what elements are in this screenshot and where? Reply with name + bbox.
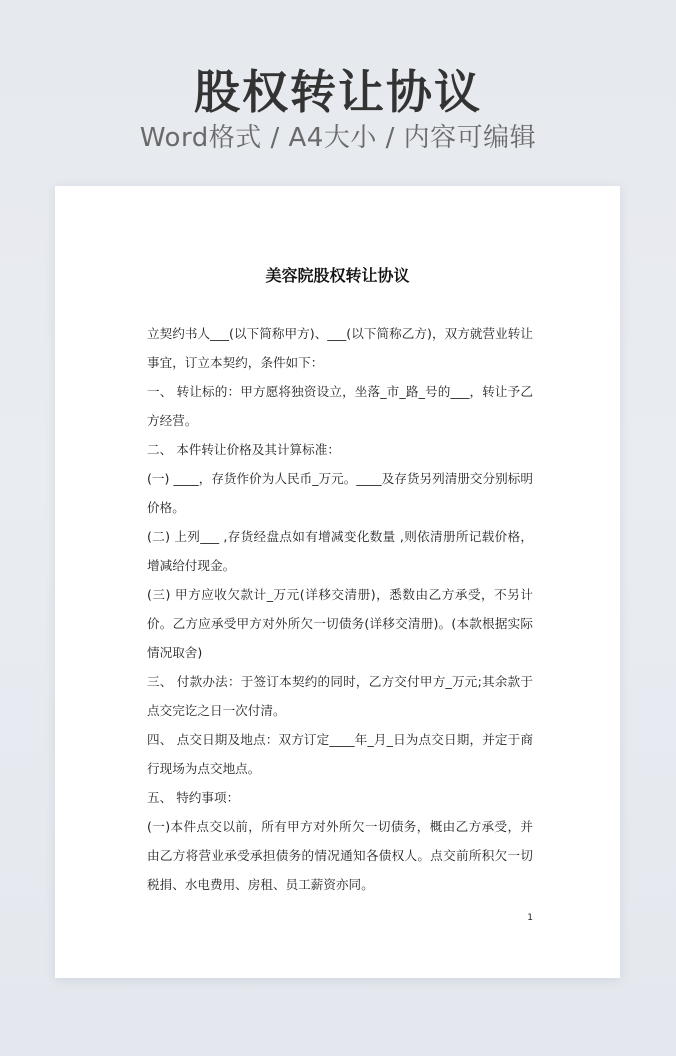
document-body — [147, 319, 533, 899]
paragraph-clause-2-2: (二) 上列___ ,存货经盘点如有增减变化数量 ,则依清册所记载价格，增减给付现金。 — [147, 529, 533, 573]
paragraph-clause-4: 四、 点交日期及地点：双方订定____年_月_日为点交日期，并定于商行现场为点交地点。 — [147, 732, 533, 776]
paragraph-clause-5: 五、 特约事项： — [147, 790, 240, 805]
paragraph-preamble: 立契约书人___(以下简称甲方)、___(以下简称乙方)，双方就营业转让事宜，订立本契约，条件如下： — [147, 326, 533, 370]
paragraph-clause-5-1: (一)本件点交以前，所有甲方对外所欠一切债务，概由乙方承受，并由乙方将营业承受承担债务的情况通知各债权人。点交前所积欠一切税捐、水电费用、房租、员工薪资亦同。 — [147, 819, 533, 892]
paragraph-clause-2: 二、 本件转让价格及其计算标准： — [147, 442, 340, 457]
hero-subtitle: Word格式 / A4大小 / 内容可编辑 — [139, 123, 537, 153]
page-number: 1 — [527, 913, 533, 923]
paragraph-clause-1: 一、 转让标的：甲方愿将独资设立，坐落_市_路_号的___，转让予乙方经营。 — [147, 384, 533, 428]
document-page — [55, 186, 620, 978]
paragraph-clause-2-1: (一) ____，存货作价为人民币_万元。____及存货另列清册交分别标明价格。 — [147, 471, 533, 515]
paragraph-clause-3: 三、 付款办法：于签订本契约的同时，乙方交付甲方_万元;其余款于点交完讫之日一次付清。 — [147, 674, 533, 718]
document-title: 美容院股权转让协议 — [265, 266, 410, 285]
paragraph-clause-2-3: (三) 甲方应收欠款计_万元(详移交清册)，悉数由乙方承受，不另计价。乙方应承受甲方对外所欠一切债务(详移交清册)。(本款根据实际情况取舍) — [147, 587, 533, 660]
hero-title: 股权转让协议 — [194, 65, 482, 119]
